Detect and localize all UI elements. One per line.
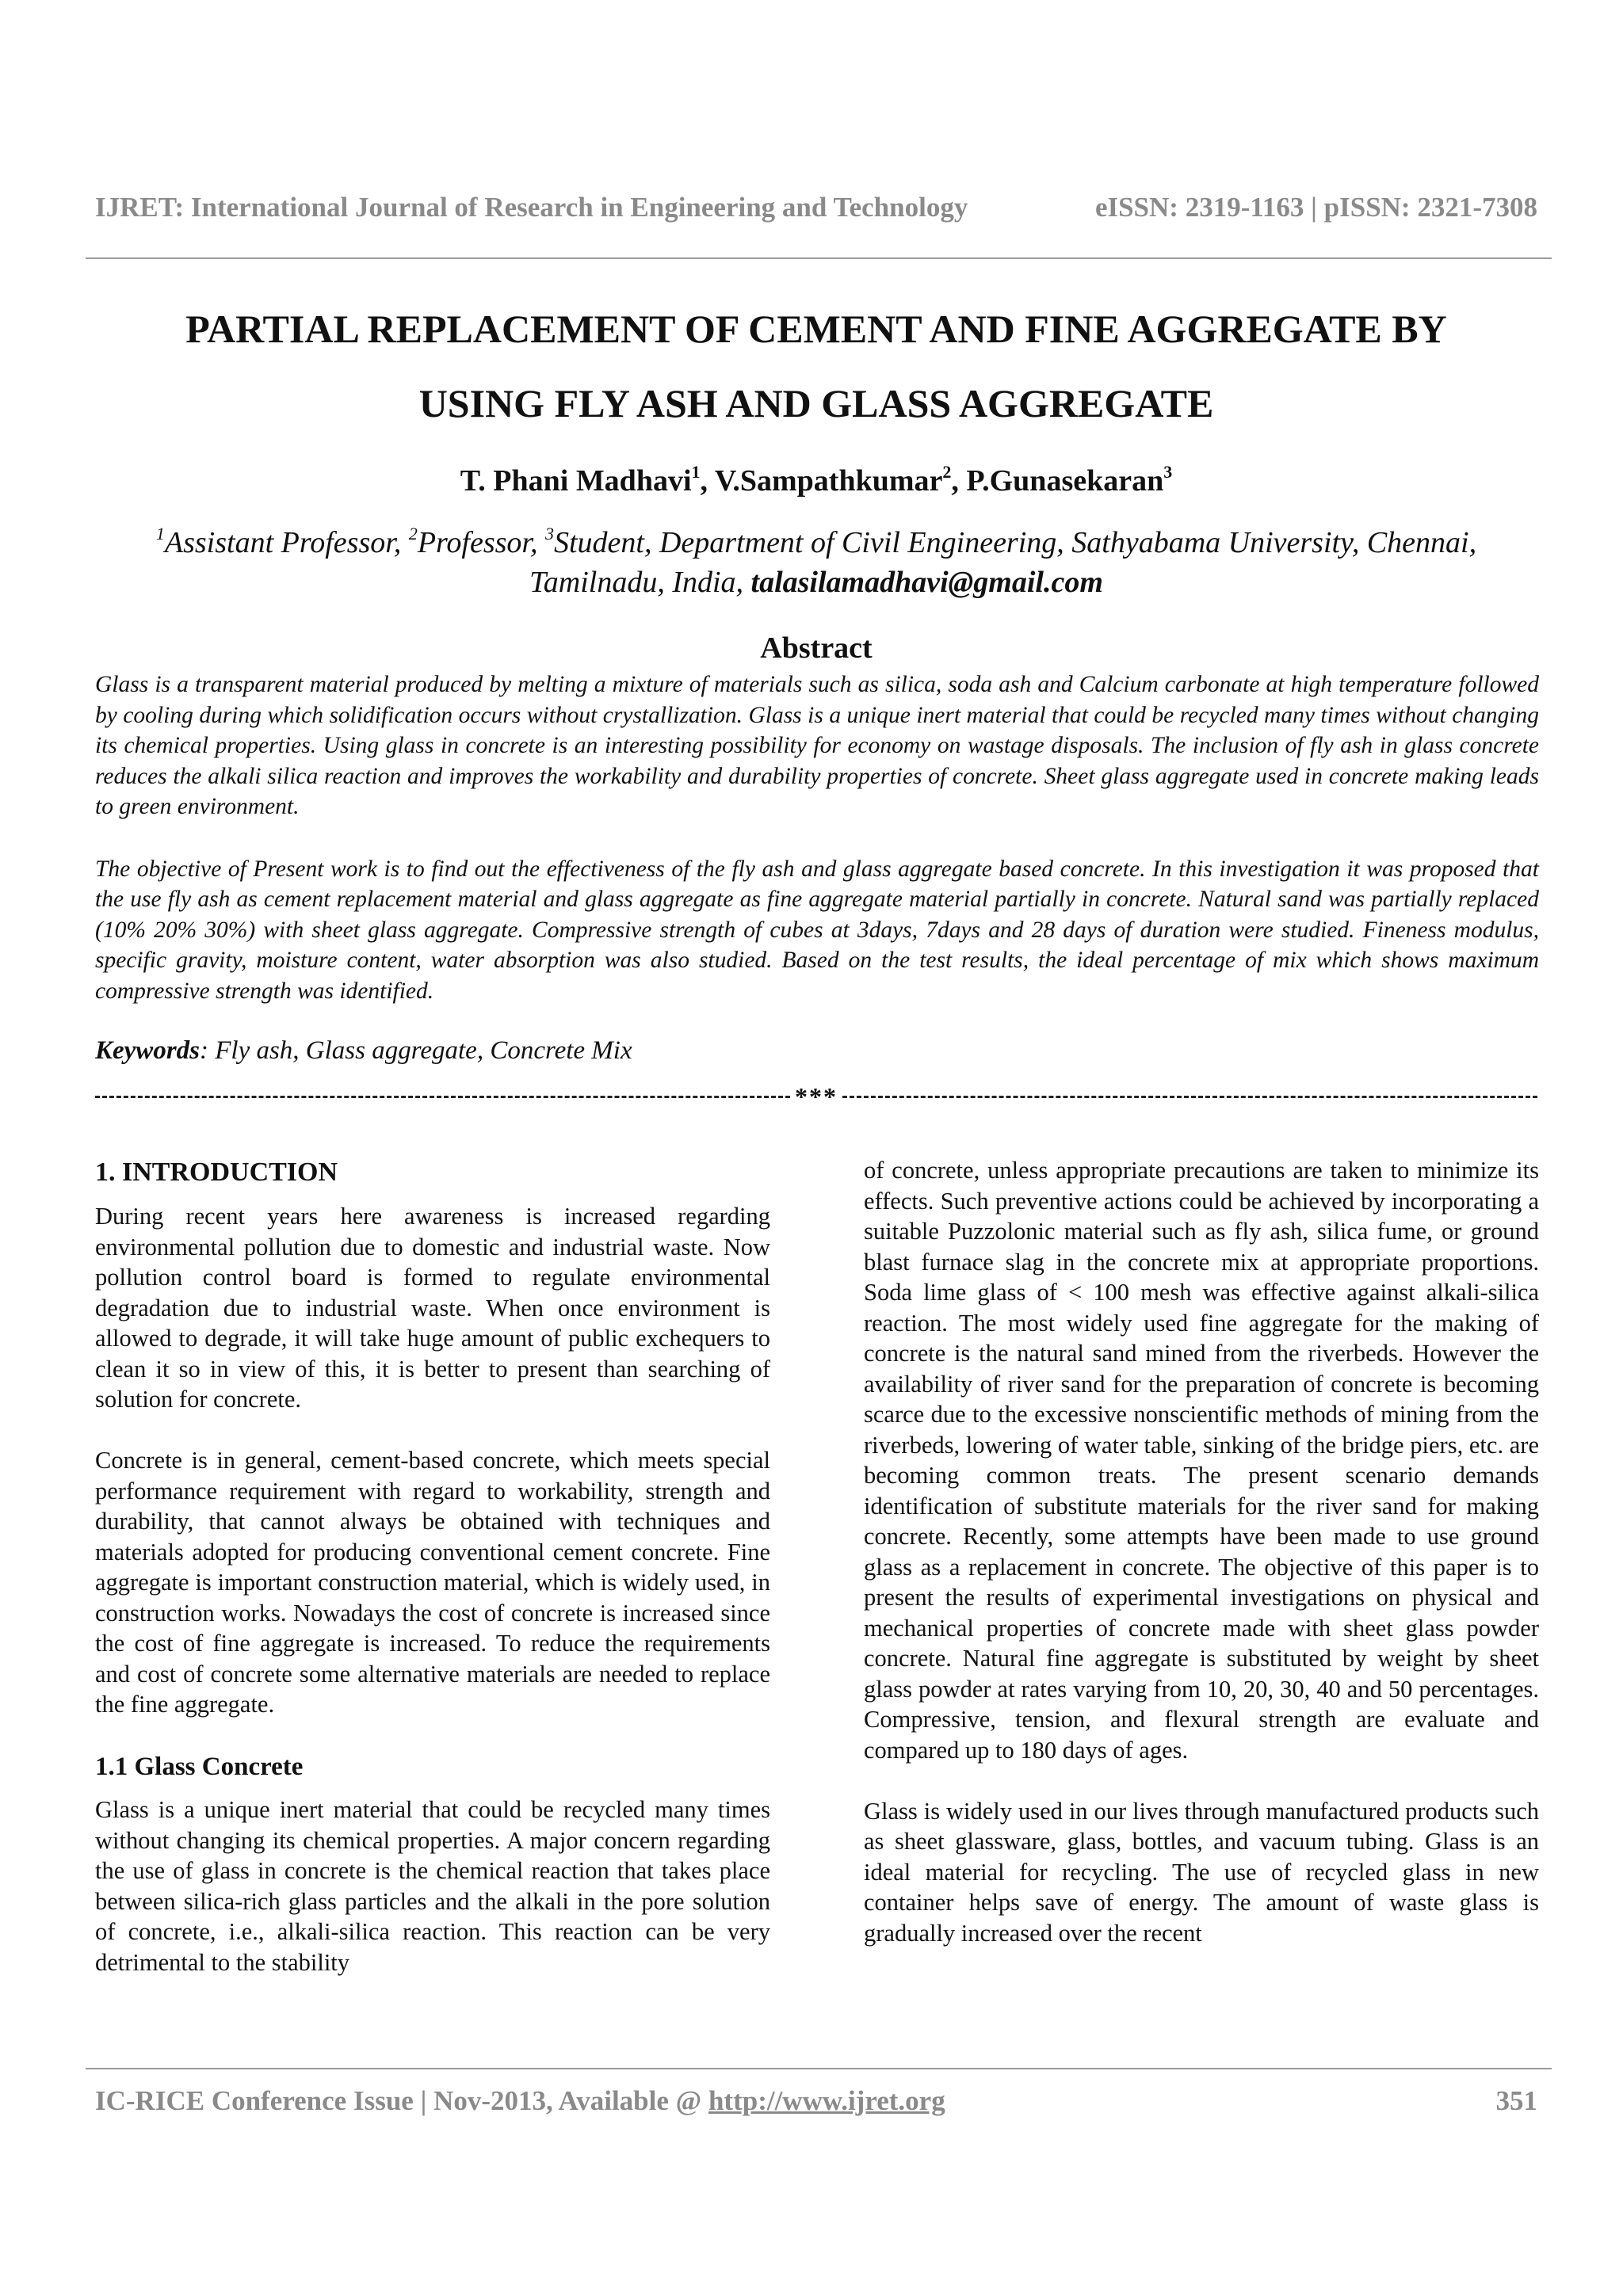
affil-mark: 3 (544, 524, 554, 543)
body-paragraph: Glass is a unique inert material that could be recycled many times without changing its chemical properties. A major concern regarding the use of glass in concrete is the chemical reaction that takes place between silica-rich glass particles and the alkali in the pore solution of concrete, i.e., alkali-silica reaction. This reaction can be very detrimental to the stability (95, 1796, 770, 1976)
author-affiliation (95, 523, 1537, 602)
footer-rule (86, 2068, 1552, 2069)
author-email[interactable]: talasilamadhavi@gmail.com (750, 566, 1103, 599)
glass-concrete-heading: 1.1 Glass Concrete (95, 1753, 304, 1781)
author-affil-mark: 1 (691, 462, 701, 482)
footer-conference-text: IC-RICE Conference Issue | Nov-2013, Available @ (95, 2085, 708, 2116)
footer-conference (95, 2085, 945, 2117)
author-name: V.Sampathkumar (714, 464, 943, 498)
affil-role: Assistant Professor, (164, 526, 409, 559)
author-separator: , (951, 464, 967, 498)
author-name: P.Gunasekaran (966, 464, 1164, 498)
divider-dash-left (95, 1096, 790, 1098)
author-separator: , (700, 464, 715, 498)
divider-dash-right (842, 1096, 1537, 1098)
introduction-heading: 1. INTRODUCTION (95, 1158, 338, 1187)
issn-info: eISSN: 2319-1163 | pISSN: 2321-7308 (1094, 192, 1537, 223)
keywords (95, 1036, 1537, 1066)
journal-name: IJRET: International Journal of Research in Engineering and Technology (95, 192, 968, 223)
header-rule (86, 257, 1552, 259)
abstract-paragraph: The objective of Present work is to find out the effectiveness of the fly ash and glass aggregate based concrete. In this investigation it was proposed that the use fly ash as cement replacement material and glass aggregate as fine aggregate material partially in concrete. Natural sand was partially replaced (10% 20% 30%) with sheet glass aggregate. Compressive strength of cubes at 3days, 7days and 28 days of duration were studied. Fineness modulus, specific gravity, moisture content, water absorption was also studied. Based on the test results, the ideal percentage of mix which shows maximum compressive strength was identified. (95, 856, 1539, 1004)
keywords-label: Keywords (95, 1036, 200, 1065)
divider-stars: *** (795, 1082, 838, 1111)
author-affil-mark: 3 (1163, 462, 1173, 482)
affil-location: Tamilnadu, India, (529, 566, 751, 599)
abstract-body (95, 669, 1539, 1038)
running-header (95, 192, 1537, 223)
abstract-heading: Abstract (760, 631, 873, 665)
left-column (95, 1155, 770, 2008)
section-divider (95, 1082, 1537, 1112)
author-affil-mark: 2 (942, 462, 952, 482)
affil-mark: 1 (155, 524, 165, 543)
affil-department: Student, Department of Civil Engineering, Sathyabama University, Chennai, (553, 526, 1477, 559)
paper-title (95, 292, 1537, 441)
journal-link[interactable]: http://www.ijret.org (708, 2085, 945, 2116)
abstract-paragraph: Glass is a transparent material produced by melting a mixture of materials such as silica, soda ash and Calcium carbonate at high temperature followed by cooling during which solidification occurs without crystallization. Glass is a unique inert material that could be recycled many times without changing its chemical properties. Using glass in concrete is an interesting possibility for economy on wastage disposals. The inclusion of fly ash in glass concrete reduces the alkali silica reaction and improves the workability and durability properties of concrete. Sheet glass aggregate used in concrete making leads to green environment. (95, 672, 1539, 819)
body-paragraph: of concrete, unless appropriate precautions are taken to minimize its effects. Such preventive actions could be achieved by incorporating a suitable Puzzolonic material such as fly ash, silica fume, or ground blast furnace slag in the concrete mix at appropriate proportions. Soda lime glass of < 100 mesh was effective against alkali-silica reaction. The most widely used fine aggregate for the making of concrete is the natural sand mined from the riverbeds. However the availability of river sand for the preparation of concrete is becoming scarce due to the excessive nonscientific methods of mining from the riverbeds, lowering of water table, sinking of the bridge piers, etc. are becoming common treats. The present scenario demands identification of substitute materials for the river sand for making concrete. Recently, some attempts have been made to use ground glass as a replacement in concrete. The objective of this paper is to present the results of experimental investigations on physical and mechanical properties of concrete made with sheet glass powder concrete. Natural fine aggregate is substituted by weight by sheet glass powder at rates varying from 10, 20, 30, 40 and 50 percentages. Compressive, tension, and flexural strength are evaluate and compared up to 180 days of ages. (864, 1157, 1539, 1764)
body-paragraph: Concrete is in general, cement-based concrete, which meets special performance requirement with regard to workability, strength and durability, that cannot always be obtained with techniques and materials adopted for producing conventional cement concrete. Fine aggregate is important construction material, which is widely used, in construction works. Nowadays the cost of concrete is increased since the cost of fine aggregate is increased. To reduce the requirements and cost of concrete some alternative materials are needed to replace the fine aggregate. (95, 1447, 770, 1718)
affil-mark: 2 (408, 524, 418, 543)
title-line-2: USING FLY ASH AND GLASS AGGREGATE (418, 381, 1214, 425)
body-paragraph: During recent years here awareness is increased regarding environmental pollution due to domestic and industrial waste. Now pollution control board is formed to regulate environmental degradation due to industrial waste. When once environment is allowed to degrade, it will take huge amount of public exchequers to clean it so in view of this, it is better to present than searching of solution for concrete. (95, 1203, 770, 1413)
body-paragraph: Glass is widely used in our lives through manufactured products such as sheet glassware, glass, bottles, and vacuum tubing. Glass is an ideal material for recycling. The use of recycled glass in new container helps save of energy. The amount of waste glass is gradually increased over the recent (864, 1797, 1539, 1947)
author-name: T. Phani Madhavi (460, 464, 692, 498)
right-column (864, 1155, 1539, 1979)
author-list (95, 462, 1537, 500)
affil-role: Professor, (417, 526, 545, 559)
page-footer (95, 2085, 1537, 2117)
title-line-1: PARTIAL REPLACEMENT OF CEMENT AND FINE AGGREGATE BY (185, 307, 1447, 351)
page-number: 351 (1495, 2085, 1537, 2116)
keywords-list: : Fly ash, Glass aggregate, Concrete Mix (200, 1036, 632, 1065)
